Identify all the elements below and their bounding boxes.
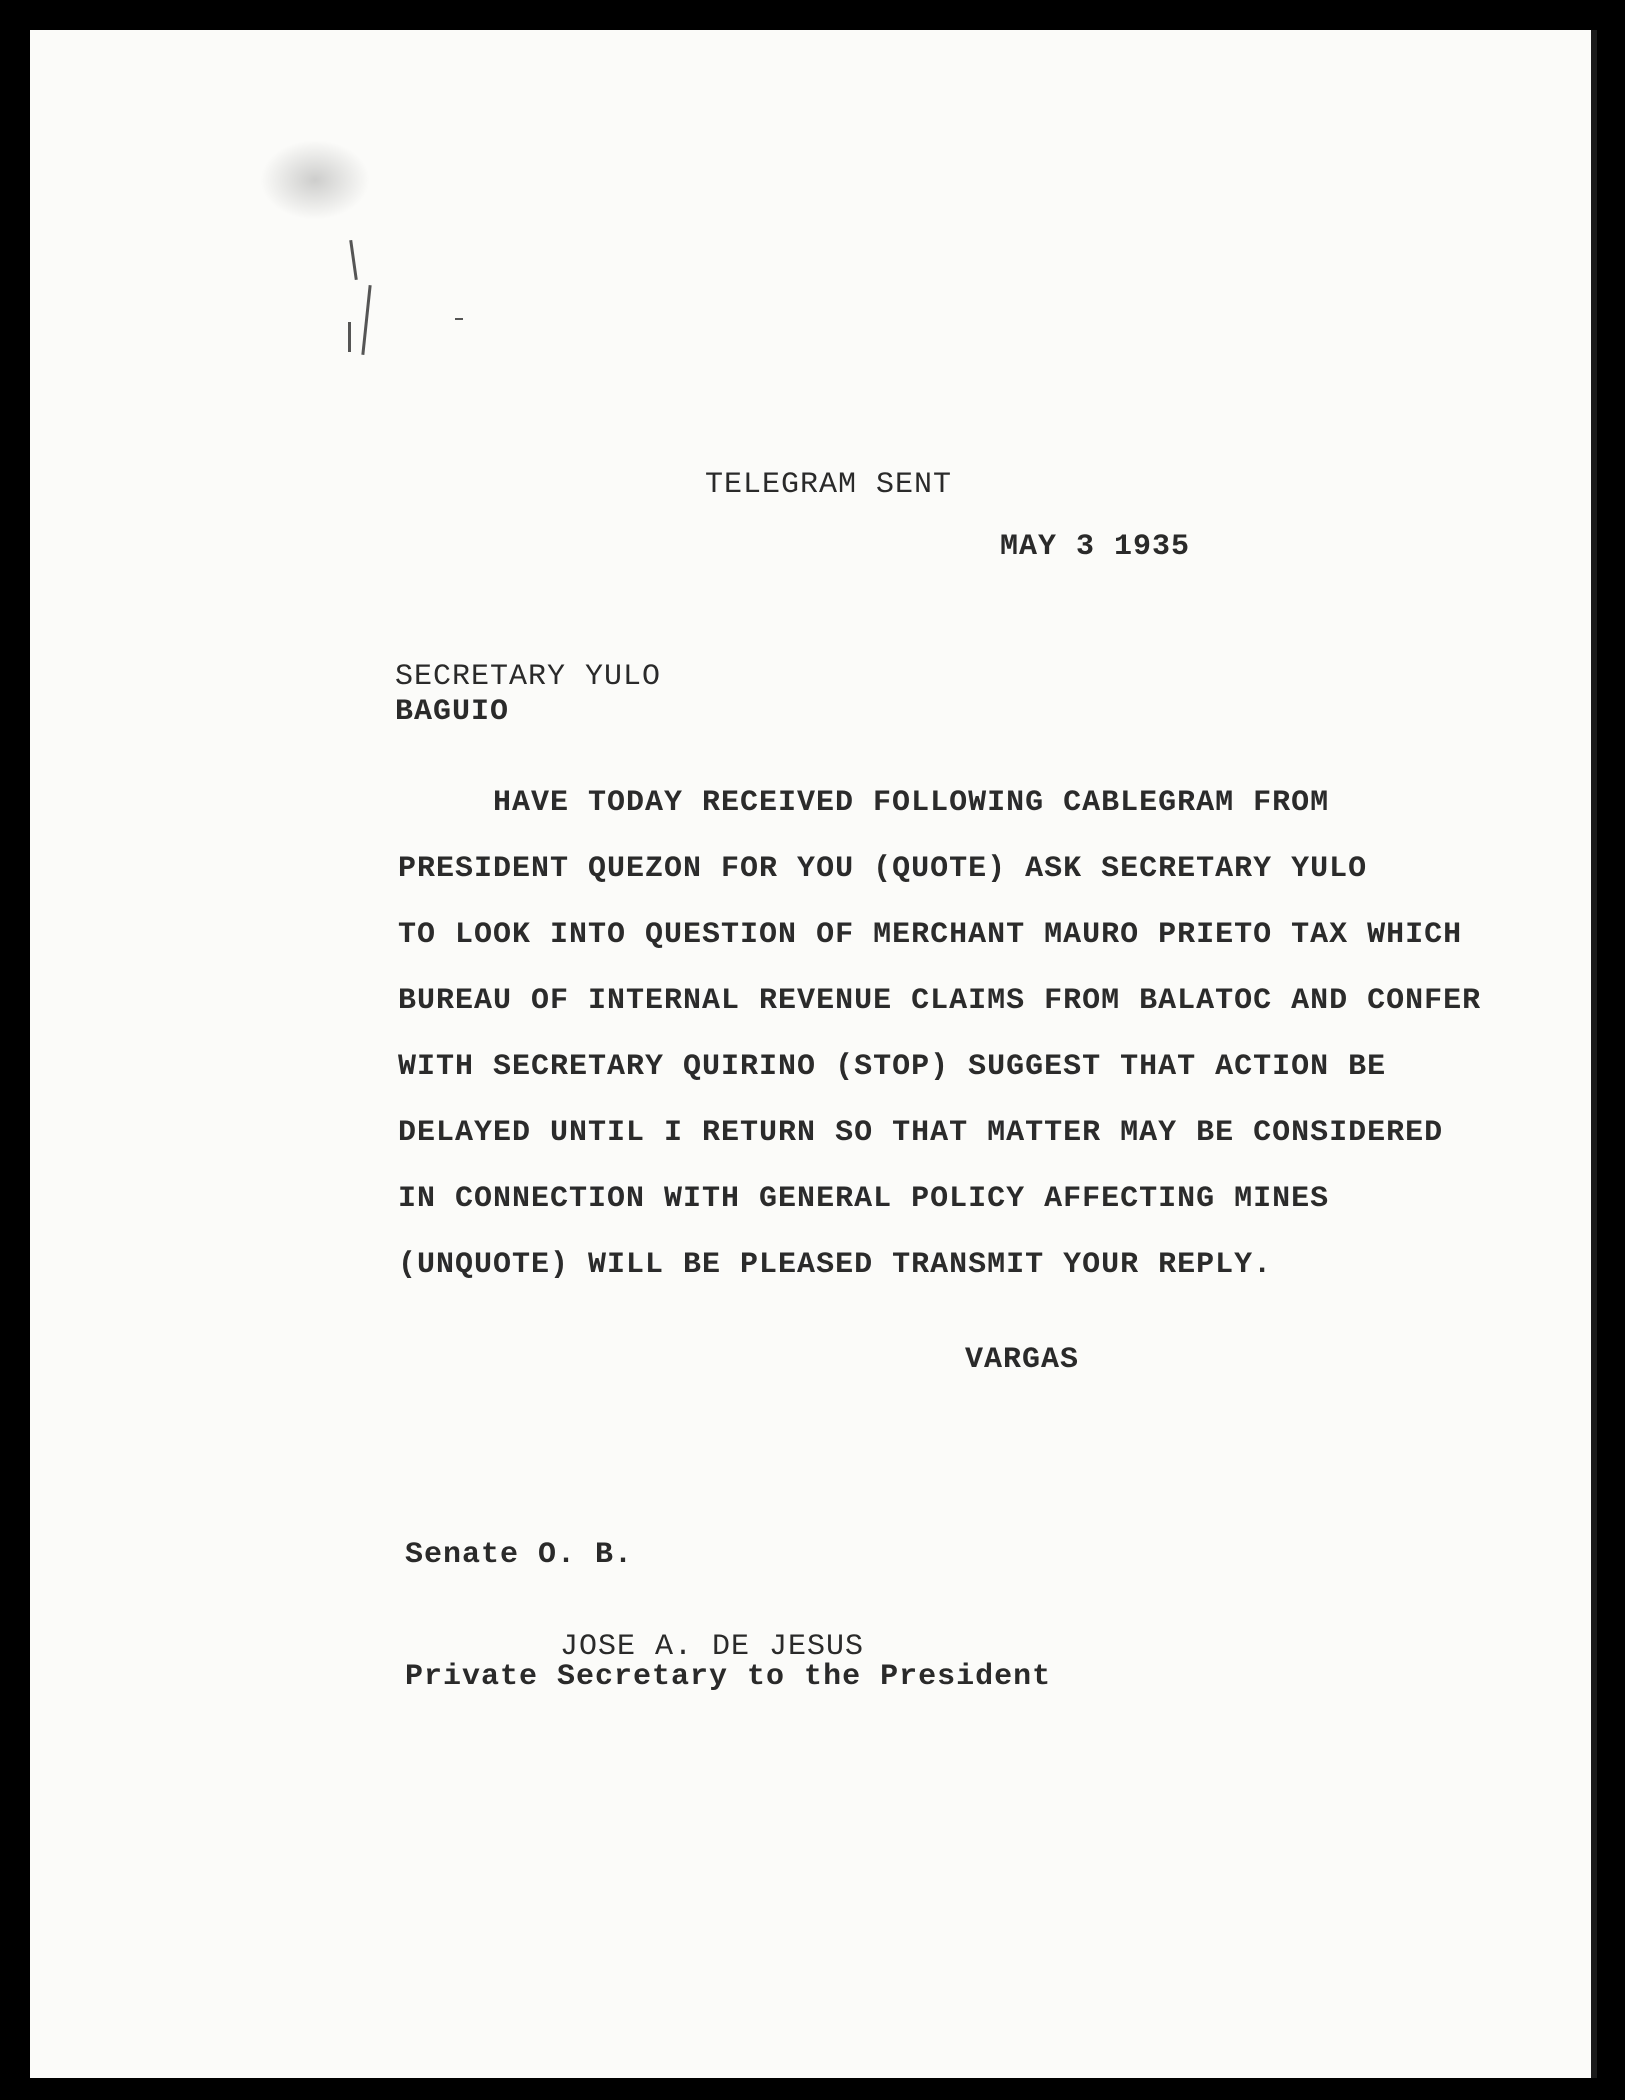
copy-note: Senate O. B. bbox=[405, 1538, 634, 1572]
message-line: WITH SECRETARY QUIRINO (STOP) SUGGEST THAT ACTION BE bbox=[398, 1050, 1387, 1084]
message-line: IN CONNECTION WITH GENERAL POLICY AFFECTING MINES bbox=[398, 1182, 1330, 1216]
message-line: TO LOOK INTO QUESTION OF MERCHANT MAURO PRIETO TAX WHICH bbox=[398, 918, 1463, 952]
message-body bbox=[398, 783, 1481, 1311]
message-line: PRESIDENT QUEZON FOR YOU (QUOTE) ASK SECRETARY YULO bbox=[398, 852, 1368, 886]
telegram-page bbox=[30, 30, 1597, 2078]
sender-name: JOSE A. DE JESUS bbox=[560, 1630, 865, 1664]
pencil-mark bbox=[361, 285, 371, 355]
pencil-mark bbox=[349, 240, 358, 280]
message-line: DELAYED UNTIL I RETURN SO THAT MATTER MAY BE CONSIDERED bbox=[398, 1116, 1444, 1150]
signature: VARGAS bbox=[965, 1343, 1080, 1377]
pencil-mark bbox=[348, 322, 351, 352]
message-line: (UNQUOTE) WILL BE PLEASED TRANSMIT YOUR REPLY. bbox=[398, 1248, 1273, 1282]
ink-smudge bbox=[260, 140, 370, 220]
recipient-location: BAGUIO bbox=[395, 695, 510, 729]
message-line: HAVE TODAY RECEIVED FOLLOWING CABLEGRAM FROM bbox=[493, 786, 1330, 820]
message-line: BUREAU OF INTERNAL REVENUE CLAIMS FROM BALATOC AND CONFER bbox=[398, 984, 1482, 1018]
document-title: TELEGRAM SENT bbox=[705, 468, 953, 502]
recipient-name: SECRETARY YULO bbox=[395, 660, 662, 694]
pencil-mark bbox=[455, 318, 463, 320]
sender-title: Private Secretary to the President bbox=[405, 1660, 1052, 1694]
document-date: MAY 3 1935 bbox=[1000, 530, 1191, 564]
